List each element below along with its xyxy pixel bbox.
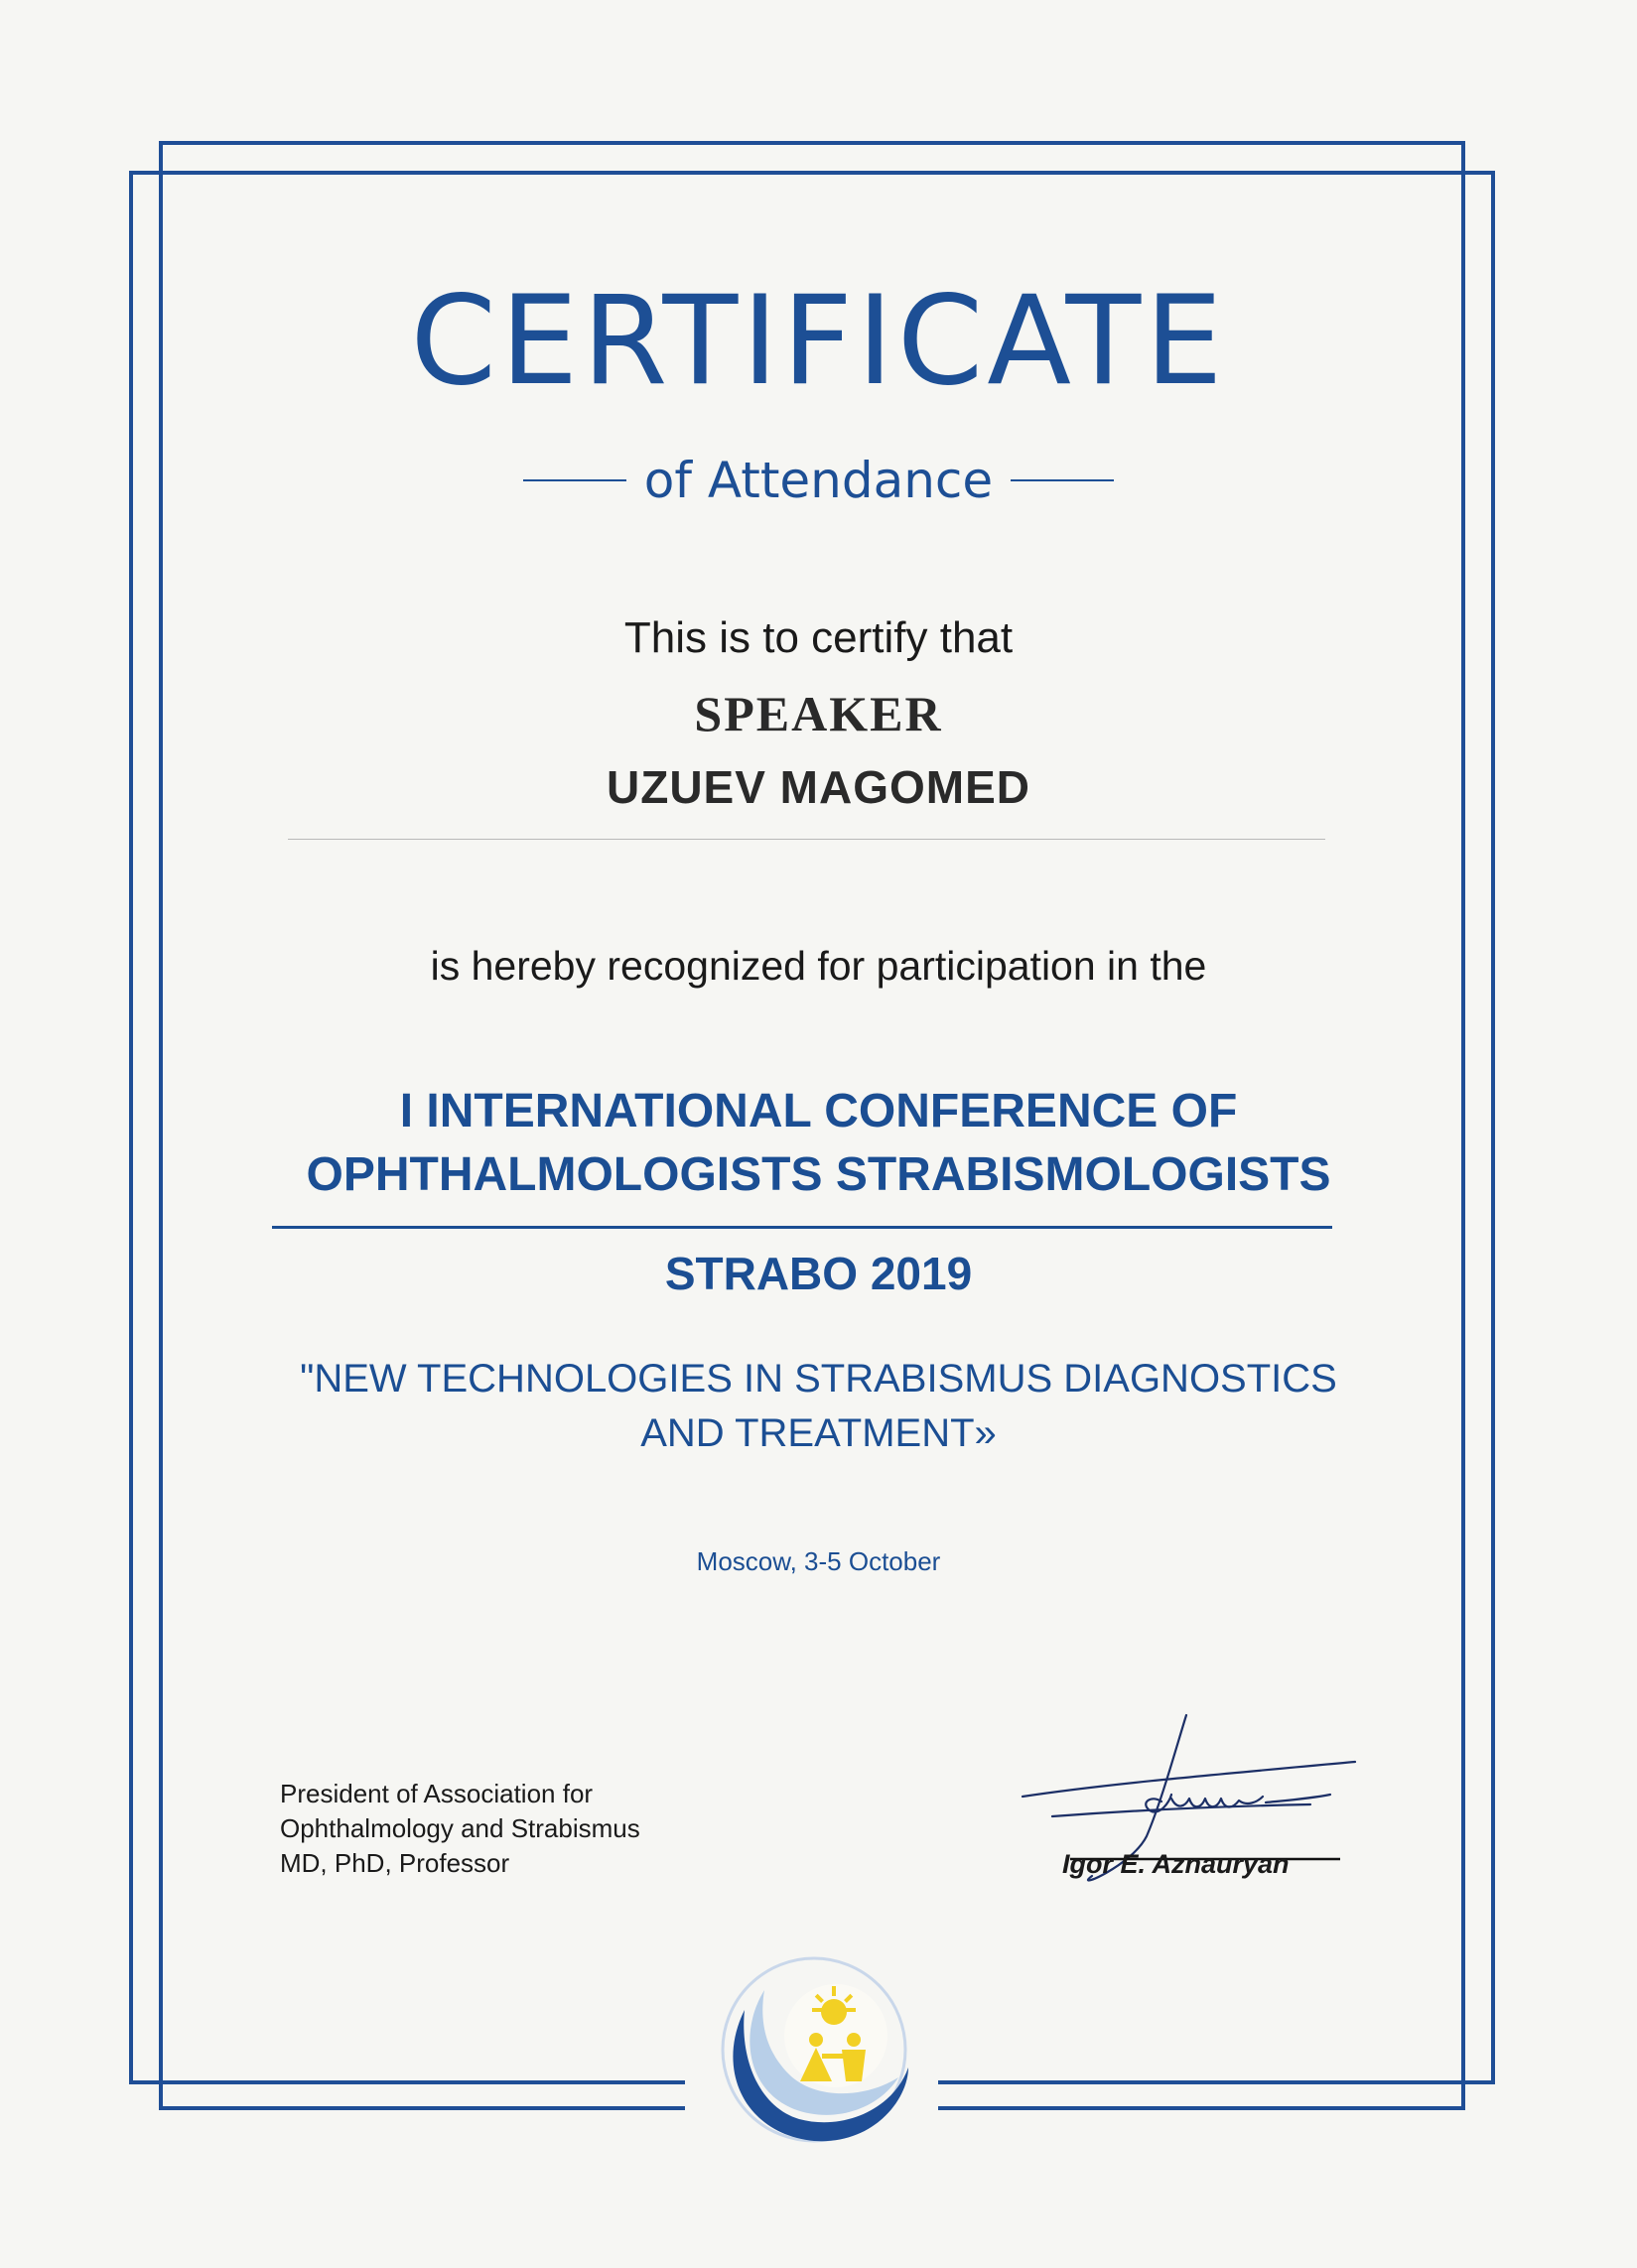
association-logo-icon: [705, 1950, 918, 2149]
location-date: Moscow, 3-5 October: [696, 1546, 941, 1576]
conference-topic-line-2: AND TREATMENT»: [640, 1411, 997, 1455]
signatory-name: Igor E. Aznauryan: [1062, 1849, 1290, 1879]
signatory-position-line-3: MD, PhD, Professor: [280, 1848, 510, 1878]
certificate-title: CERTIFICATE: [410, 270, 1227, 413]
subtitle-left-dash: [523, 479, 626, 481]
signatory-position: [280, 1777, 640, 1881]
conference-topic-line-1: "NEW TECHNOLOGIES IN STRABISMUS DIAGNOSTICS: [300, 1357, 1337, 1401]
event-code: STRABO 2019: [664, 1248, 973, 1299]
conference-topic: [0, 1352, 1637, 1461]
conference-underline: [272, 1226, 1332, 1229]
subtitle-right-dash: [1011, 479, 1114, 481]
recipient-role: SPEAKER: [694, 686, 943, 741]
recipient-name-underline: [288, 839, 1325, 840]
conference-name: [0, 1080, 1637, 1207]
conference-name-line-1: I INTERNATIONAL CONFERENCE OF: [399, 1085, 1238, 1137]
signatory-position-line-1: President of Association for: [280, 1779, 594, 1808]
certify-text: This is to certify that: [623, 613, 1014, 662]
recognition-text: is hereby recognized for participation in the: [430, 943, 1207, 989]
signatory-position-line-2: Ophthalmology and Strabismus: [280, 1813, 640, 1843]
recipient-name: UZUEV MAGOMED: [607, 761, 1030, 813]
certificate-subtitle: of Attendance: [643, 452, 994, 509]
certificate-subtitle-row: [0, 452, 1637, 509]
conference-name-line-2: OPHTHALMOLOGISTS STRABISMOLOGISTS: [306, 1148, 1331, 1201]
